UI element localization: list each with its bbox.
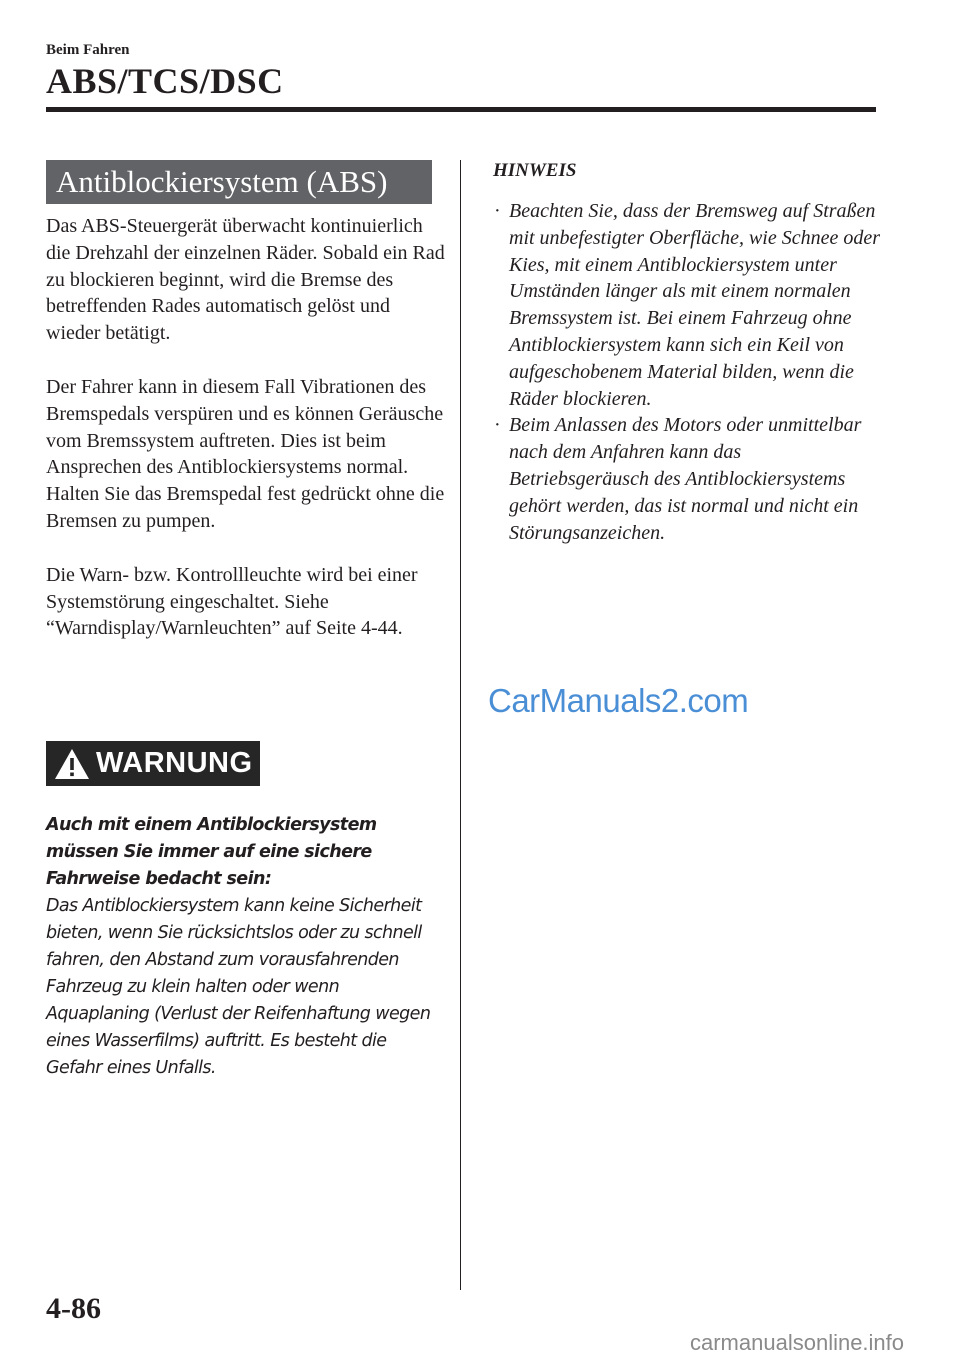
warning-triangle-icon <box>54 748 90 780</box>
list-item <box>490 412 880 546</box>
breadcrumb: Beim Fahren <box>46 42 130 58</box>
warning-label: WARNUNG <box>96 747 253 779</box>
watermark-logo: CarManuals2.com <box>488 682 749 719</box>
bullet: · <box>494 200 501 222</box>
warning-banner <box>46 741 260 786</box>
paragraph: Der Fahrer kann in diesem Fall Vibrationen des Bremspedals verspüren und es können Geräusche vom Bremssystem auftreten. Dies ist beim Ansprechen des Antiblockiersystems normal. Halten Sie das Bremspedal fest gedrückt ohne die Bremsen zu pumpen. <box>46 375 445 532</box>
paragraph: Die Warn- bzw. Kontrollleuchte wird bei einer Systemstörung eingeschaltet. Siehe “Warndisplay/Warnleuchten” auf Seite 4-44. <box>46 563 418 640</box>
bullet: · <box>494 414 501 437</box>
warning-lead: Auch mit einem Antiblockiersystem müssen Sie immer auf eine sichere Fahrweise bedacht sein: <box>46 815 377 889</box>
warning-text <box>46 812 446 1082</box>
note-title: HINWEIS <box>493 160 577 181</box>
chapter-title: ABS/TCS/DSC <box>46 61 284 101</box>
column-divider <box>460 160 461 1290</box>
footer-watermark: carmanualsonline.info <box>690 1330 905 1355</box>
top-rule <box>46 107 876 112</box>
warning-body: Das Antiblockiersystem kann keine Sicherheit bieten, wenn Sie rücksichtslos oder zu schnell fahren, den Abstand zum vorausfahrenden Fahrzeug zu klein halten oder wenn Aquaplaning (Verlust der Reifenhaftung wegen eines Wasserfilms) auftritt. Es besteht die Gefahr eines Unfalls. <box>46 896 431 1078</box>
note-list <box>490 198 880 546</box>
note-item-text: Beim Anlassen des Motors oder unmittelbar nach dem Anfahren kann das Betriebsgeräusch des Antiblockiersystems gehört werden, das ist normal und nicht ein Störungsanzeichen. <box>509 414 862 544</box>
paragraph: Das ABS-Steuergerät überwacht kontinuierlich die Drehzahl der einzelnen Räder. Sobald ein Rad zu blockieren beginnt, wird die Bremse des betreffenden Rades automatisch gelöst und wieder betätigt. <box>46 215 445 345</box>
page-number: 4-86 <box>46 1292 101 1325</box>
list-item <box>490 198 880 412</box>
note-item-text: Beachten Sie, dass der Bremsweg auf Straßen mit unbefestigter Oberfläche, wie Schnee oder Kies, mit einem Antiblockiersystem unter Umständen länger als mit einem normalen Bremssystem ist. Bei einem Fahrzeug ohne Antiblockiersystem kann sich ein Keil von aufgeschobenem Material bilden, wenn die Räder blockieren. <box>509 200 881 410</box>
section-body <box>46 213 446 669</box>
section-title-banner: Antiblockiersystem (ABS) <box>46 160 432 204</box>
